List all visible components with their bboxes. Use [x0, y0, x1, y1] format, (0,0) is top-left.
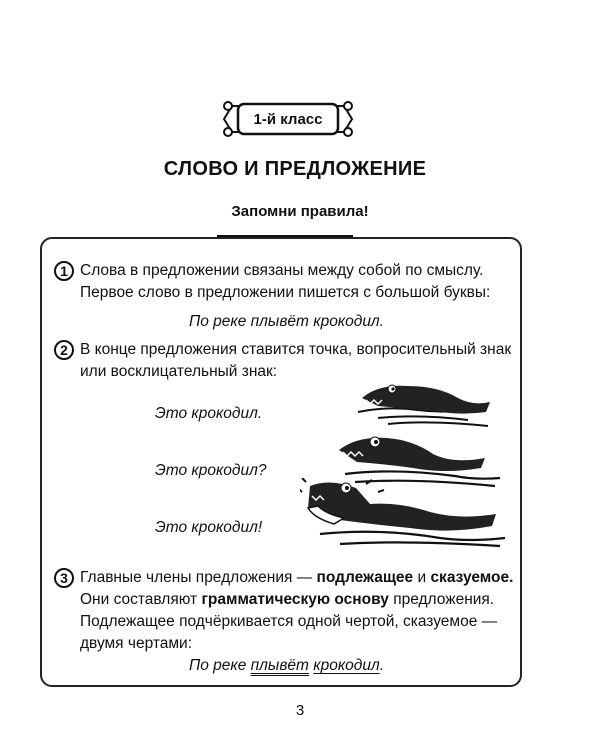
rule-number-3: 3 — [54, 568, 74, 588]
rule-3-example — [189, 656, 384, 676]
page-number: 3 — [295, 702, 305, 719]
subtitle: Запомни правила! — [231, 203, 369, 220]
rule-1-example: По реке плывёт крокодил. — [189, 313, 384, 330]
rule-3-line-4: двумя чертами: — [80, 635, 193, 652]
rule-number-2: 2 — [54, 340, 74, 360]
crocodile-excited-icon — [300, 478, 510, 548]
rule-3-line-2 — [80, 590, 494, 610]
rule-3-example-prefix: По реке — [189, 657, 251, 674]
page-title — [0, 158, 600, 181]
crocodile-calm-icon — [358, 372, 498, 432]
bleed-through-text — [120, 30, 123, 44]
grade-label: 1-й класс — [253, 110, 323, 128]
example-statement: Это крокодил. — [155, 405, 263, 422]
rule-3-line-2-text: Они составляют — [80, 591, 202, 608]
rule-3-line-3: Подлежащее подчёркивается одной чертой, сказуемое — — [80, 613, 498, 630]
page-title-text: СЛОВО И ПРЕДЛОЖЕНИЕ — [163, 158, 427, 180]
term-grammatical-basis: грамматическую основу — [201, 591, 389, 608]
grade-ribbon-badge — [218, 98, 358, 140]
rule-3-line-1-text: Главные члены предложения — — [80, 569, 317, 586]
rule-number-1: 1 — [54, 261, 74, 281]
rule-3-and: и — [413, 569, 431, 586]
rule-1-line-2: Первое слово в предложении пишется с большой буквы: — [80, 284, 491, 301]
example-exclamation: Это крокодил! — [155, 519, 263, 536]
rule-3-line-2-end: предложения. — [388, 591, 495, 608]
rule-3-line-1 — [80, 568, 513, 588]
rule-3-example-end: . — [379, 657, 385, 674]
rule-1-line-1: Слова в предложении связаны между собой по смыслу. — [80, 262, 484, 279]
rule-2-line-2: или восклицательный знак: — [80, 363, 278, 380]
underlined-predicate: плывёт — [250, 657, 309, 674]
term-subject: подлежащее — [316, 569, 414, 586]
term-predicate: сказуемое. — [430, 569, 514, 586]
underlined-subject: крокодил — [313, 657, 380, 674]
example-question: Это крокодил? — [155, 462, 267, 479]
rule-2-line-1: В конце предложения ставится точка, вопросительный знак — [80, 341, 512, 358]
